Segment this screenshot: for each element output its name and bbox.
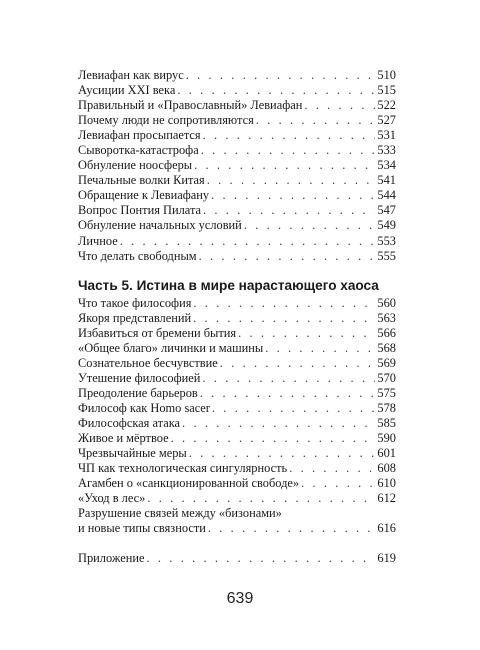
toc-entry-title: Философская атака [78,415,181,430]
toc-entry[interactable] [78,296,396,311]
dot-leader [199,249,376,264]
toc-entry[interactable] [78,401,396,416]
toc-part4-list [78,68,396,264]
toc-entry-title: Обнуление начальных условий [78,218,242,233]
toc-entry-title-line1: Разрушение связей между «бизонами» [78,506,282,521]
toc-entry-page: 534 [377,158,396,173]
dot-leader [193,311,375,326]
toc-entry[interactable] [78,461,396,476]
toc-entry[interactable] [78,416,396,431]
toc-entry[interactable] [78,128,396,143]
dot-leader [289,461,375,476]
toc-entry-title: Левиафан просыпается [78,128,201,143]
toc-entry-page: 619 [377,551,396,566]
toc-entry-title-line2: и новые типы связности [78,521,206,536]
toc-entry-title: Обращение к Левиафану [78,188,210,203]
toc-entry-title: Почему люди не сопротивляются [78,113,254,128]
dot-leader [256,113,376,128]
dot-leader [171,431,376,446]
toc-part5-list [78,296,396,537]
dot-leader [194,158,375,173]
toc-entry[interactable] [78,491,396,506]
toc-entry-page: 563 [377,310,396,325]
toc-entry-multiline[interactable] [78,506,396,536]
toc-entry[interactable] [78,113,396,128]
toc-entry-page: 610 [377,476,396,491]
toc-entry-page: 555 [377,248,396,263]
dot-leader [208,521,376,536]
table-of-contents [78,68,396,566]
toc-entry[interactable] [78,143,396,158]
toc-entry[interactable] [78,173,396,188]
dot-leader [120,234,376,249]
toc-entry-title: «Общее благо» личинки и машины [78,340,264,355]
toc-entry-page: 522 [377,98,396,113]
toc-entry-page: 608 [377,461,396,476]
toc-entry-page: 533 [377,143,396,158]
toc-entry-page: 553 [377,233,396,248]
toc-entry-page: 527 [377,113,396,128]
toc-entry[interactable] [78,68,396,83]
toc-entry-title-line2-row [78,521,396,536]
dot-leader [200,386,376,401]
toc-entry-page: 569 [377,355,396,370]
toc-entry[interactable] [78,446,396,461]
dot-leader [186,68,376,83]
toc-entry-page: 578 [377,400,396,415]
toc-entry-page: 590 [377,431,396,446]
toc-entry-title: Приложение [78,551,145,566]
part5-heading[interactable]: Часть 5. Истина в мире нарастающего хаоса [78,277,379,293]
toc-entry-title: Сыворотка-катастрофа [78,143,199,158]
toc-entry-page: 515 [377,83,396,98]
dot-leader [211,188,375,203]
dot-leader [177,83,375,98]
toc-entry[interactable] [78,188,396,203]
dot-leader [182,416,375,431]
toc-entry[interactable] [78,311,396,326]
toc-entry-title: Что такое философия [78,295,192,310]
toc-entry-title: Преодоление барьеров [78,385,198,400]
dot-leader [238,326,375,341]
toc-entry-page: 544 [377,188,396,203]
toc-entry-title: Чрезвычайные меры [78,446,187,461]
toc-entry-title: Сознательное бесчувствие [78,355,218,370]
toc-entry[interactable] [78,234,396,249]
toc-entry-page: 566 [377,325,396,340]
toc-entry[interactable] [78,341,396,356]
spacer [78,536,396,551]
toc-entry[interactable] [78,218,396,233]
toc-entry-title: Агамбен о «санкционированной свободе» [78,476,300,491]
toc-entry-page: 560 [377,295,396,310]
dot-leader [220,356,376,371]
toc-entry-page: 616 [377,521,396,536]
toc-entry-title: Живое и мёртвое [78,431,169,446]
toc-entry-page: 612 [377,491,396,506]
toc-entry[interactable] [78,386,396,401]
toc-entry[interactable] [78,431,396,446]
toc-entry-page: 510 [377,68,396,82]
toc-entry-page: 547 [377,203,396,218]
toc-entry-page: 549 [377,218,396,233]
toc-entry[interactable] [78,476,396,491]
dot-leader [244,218,376,233]
toc-entry-title: Обнуление ноосферы [78,158,193,173]
toc-entry[interactable] [78,326,396,341]
toc-entry-page: 570 [377,370,396,385]
dot-leader [203,203,375,218]
page-number: 639 [226,590,254,607]
dot-leader [147,551,376,566]
toc-entry[interactable] [78,249,396,264]
toc-entry[interactable] [78,371,396,386]
toc-entry-title: Правильный и «Православный» Левиафан [78,98,303,113]
toc-entry[interactable] [78,203,396,218]
toc-entry-title: Что делать свободным [78,248,197,263]
toc-entry-title: Личное [78,233,118,248]
toc-entry[interactable] [78,98,396,113]
toc-entry-title: Философ как Homo sacer [78,400,210,415]
dot-leader [202,371,375,386]
toc-entry-title: Вопрос Понтия Пилата [78,203,202,218]
toc-entry-title: Аусиции XXI века [78,83,176,98]
dot-leader [193,296,375,311]
dot-leader [147,491,375,506]
toc-entry[interactable] [78,158,396,173]
toc-entry-title: Якоря представлений [78,310,192,325]
toc-entry[interactable] [78,356,396,371]
dot-leader [301,476,375,491]
toc-entry-page: 585 [377,415,396,430]
toc-entry-page: 531 [377,128,396,143]
toc-entry[interactable] [78,83,396,98]
toc-entry-page: 601 [377,446,396,461]
dot-leader [265,341,375,356]
toc-entry-page: 541 [377,173,396,188]
toc-entry-page: 568 [377,340,396,355]
dot-leader [207,173,376,188]
toc-entry-title: «Уход в лес» [78,491,146,506]
toc-entry-title: ЧП как технологическая сингулярность [78,461,288,476]
dot-leader [203,128,376,143]
toc-entry-title: Утешение философией [78,370,201,385]
toc-entry-appendix[interactable] [78,551,396,566]
toc-entry-title: Избавиться от бремени бытия [78,325,237,340]
dot-leader [201,143,376,158]
dot-leader [304,98,375,113]
dot-leader [189,446,376,461]
toc-entry-page: 575 [377,385,396,400]
toc-entry-title: Печальные волки Китая [78,173,205,188]
dot-leader [212,401,376,416]
toc-entry-title: Левиафан как вирус [78,68,184,82]
